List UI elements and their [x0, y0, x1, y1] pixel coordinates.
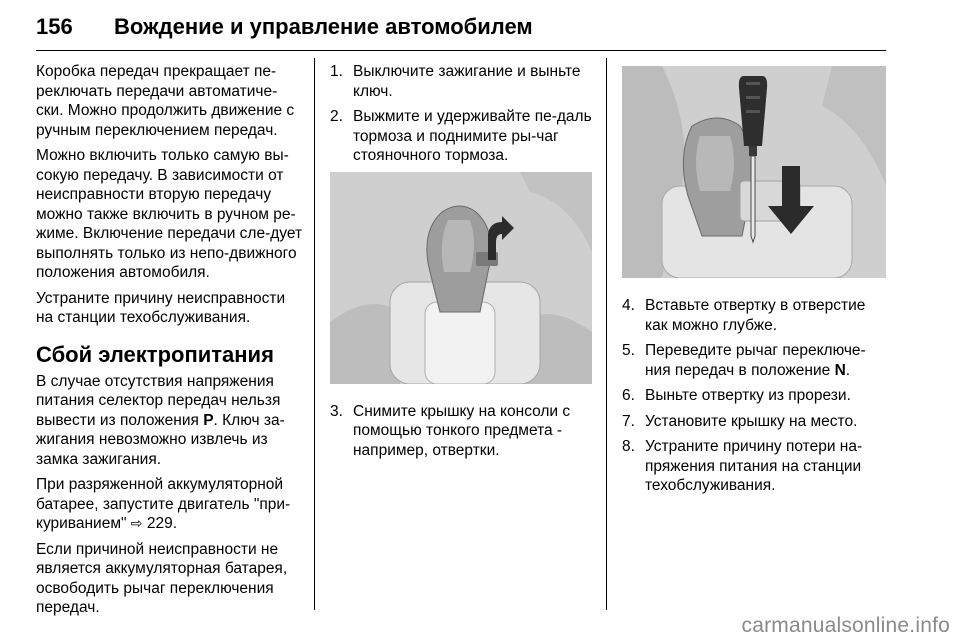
step-number: 8.: [622, 438, 635, 455]
step-text: [645, 342, 866, 379]
paragraph-release-lever: Если причиной неисправности не является аккумуляторная батарея, освободить рычаг переключения передач.: [36, 540, 288, 616]
list-item: [622, 437, 886, 496]
column-3: [622, 62, 886, 502]
step-number: 3.: [330, 402, 343, 420]
paragraph-fix-cause: Устраните причину неисправности на станции техобслуживания.: [36, 289, 286, 326]
steps-list-a: [330, 62, 592, 166]
step-number: 6.: [622, 387, 635, 404]
steps-list-b: [330, 402, 592, 461]
paragraph-highest-gear: Можно включить только самую вы-сокую передачу. В зависимости от неисправности вторую передачу можно также включить в ручном ре-жиме. Включение передачи сле-дует выполнять только из непо-движного положения автомобиля.: [36, 147, 303, 281]
text-segment: При разряженной аккумуляторной батарее, запустите двигатель "при-куриванием": [36, 476, 291, 532]
gear-position-p: P: [203, 411, 214, 429]
page-title: Вождение и управление автомобилем: [114, 14, 533, 39]
column-2: [330, 62, 592, 466]
gear-selector-cover-figure: [330, 172, 592, 384]
steps-list-c: [622, 296, 886, 496]
gear-position-n: N: [834, 361, 846, 379]
section-title-power-failure: Сбой электропитания: [36, 341, 274, 367]
step-text: Выньте отвертку из прорези.: [645, 387, 851, 404]
screwdriver-insert-figure: [622, 66, 886, 278]
step-text: Устраните причину потери на-пряжения питания на станции техобслуживания.: [645, 438, 863, 494]
list-item: [330, 402, 592, 461]
step-number: 7.: [622, 412, 635, 430]
arrow-ref-icon[interactable]: ⇨: [130, 515, 143, 531]
list-item: [622, 341, 886, 380]
list-item: [330, 107, 592, 166]
paragraph-jump-start: [36, 475, 304, 534]
step-text: Вставьте отвертку в отверстие как можно глубже.: [645, 297, 866, 334]
page-number: 156: [36, 14, 73, 39]
paragraph-no-voltage: [36, 372, 304, 470]
step-text: Выжмите и удерживайте пе-даль тормоза и поднимите ры-чаг стояночного тормоза.: [353, 108, 592, 164]
text-segment: Переведите рычаг переключе-ния передач в положение: [645, 342, 866, 379]
watermark: carmanualsonline.info: [741, 614, 950, 637]
list-item: [622, 412, 886, 432]
column-1: [36, 62, 304, 624]
step-text: Установите крышку на место.: [645, 412, 858, 430]
page-header: [36, 12, 886, 51]
text-segment: . Ключ за-жигания невозможно извлечь из замка зажигания.: [36, 411, 285, 468]
text-segment: .: [845, 361, 851, 379]
step-number: 4.: [622, 297, 635, 314]
step-number: 2.: [330, 108, 343, 125]
text-segment: В случае отсутствия напряжения питания селектор передач нельзя вывести из положения: [36, 372, 281, 429]
list-item: [330, 62, 592, 101]
step-number: 5.: [622, 342, 635, 359]
page-reference[interactable]: 229.: [146, 515, 178, 532]
step-number: 1.: [330, 63, 343, 80]
step-text: Выключите зажигание и выньте ключ.: [353, 63, 581, 100]
screwdriver-illustration: [622, 66, 886, 278]
list-item: [622, 386, 886, 406]
column-divider-2: [606, 58, 607, 610]
column-divider-1: [314, 58, 315, 610]
paragraph-transmission-stops: Коробка передач прекращает пе-реключать передачи автоматиче-ски. Можно продолжить движение с ручным переключением передач.: [36, 63, 295, 139]
gear-selector-illustration: [330, 172, 592, 384]
list-item: [622, 296, 886, 335]
step-text: Снимите крышку на консоли с помощью тонкого предмета - например, отвертки.: [353, 402, 571, 459]
